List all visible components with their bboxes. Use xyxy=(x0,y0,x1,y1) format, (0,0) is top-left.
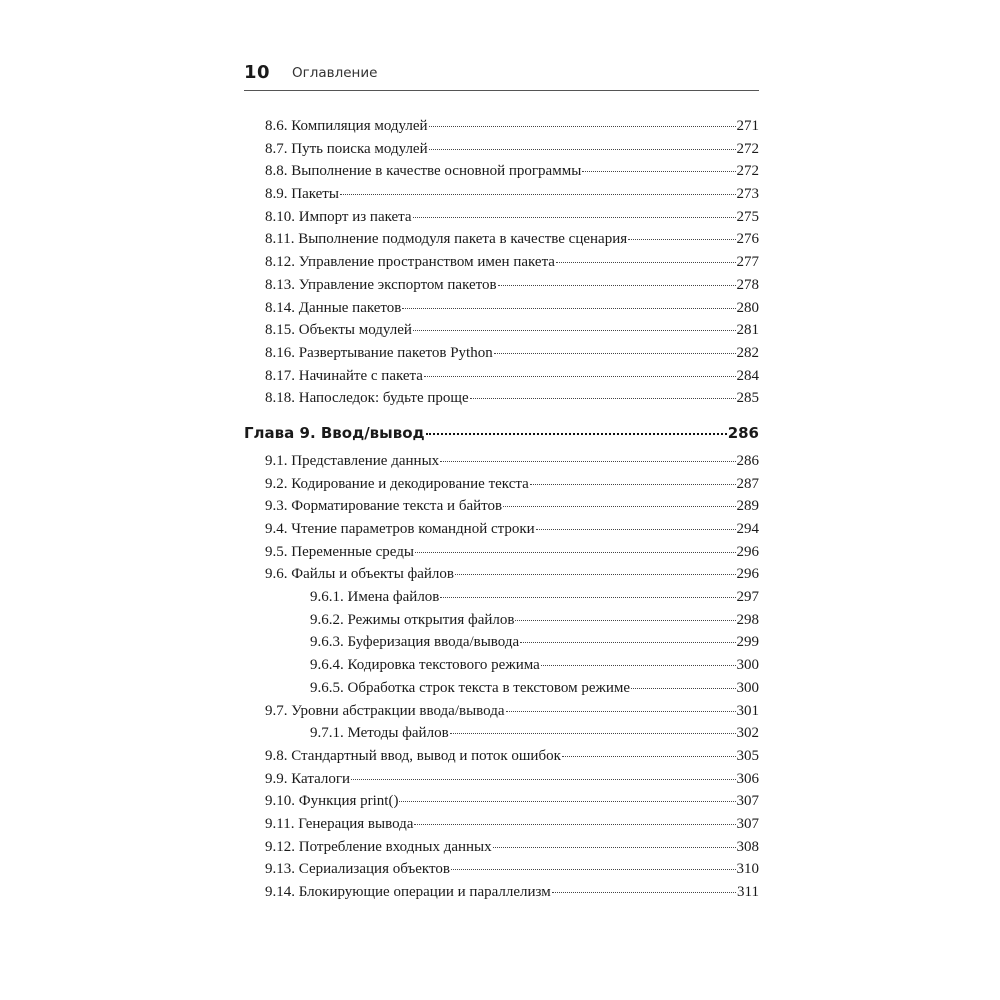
dot-leader xyxy=(530,484,736,485)
toc-entry xyxy=(244,231,759,254)
toc-entry-label: 9.13. Сериализация объектов xyxy=(265,861,450,878)
toc-entry-page: 294 xyxy=(736,521,759,537)
toc-entry xyxy=(244,345,759,368)
toc-entry xyxy=(244,839,759,862)
dot-leader xyxy=(470,398,736,399)
toc-entry xyxy=(244,861,759,884)
toc-entry xyxy=(244,703,759,726)
toc-entry-label: 8.6. Компиляция модулей xyxy=(265,118,428,134)
toc-entry-label: 8.17. Начинайте с пакета xyxy=(265,367,423,384)
dot-leader xyxy=(552,892,736,893)
toc-entry xyxy=(244,322,759,345)
toc-entry-label: 9.10. Функция print() xyxy=(265,793,399,810)
toc-entry-page: 282 xyxy=(736,344,759,361)
dot-leader xyxy=(520,642,735,643)
toc-entry xyxy=(244,657,759,680)
table-of-contents xyxy=(244,118,759,907)
toc-entry xyxy=(244,141,759,164)
dot-leader xyxy=(440,461,735,462)
toc-entry-label: 8.7. Путь поиска модулей xyxy=(265,140,428,157)
toc-entry-page: 300 xyxy=(736,657,759,674)
dot-leader xyxy=(424,376,736,377)
toc-entry-page: 296 xyxy=(736,543,759,560)
toc-entry xyxy=(244,186,759,209)
toc-entry-page: 286 xyxy=(736,452,759,469)
running-title: Оглавление xyxy=(292,65,378,81)
toc-entry-label: 8.15. Объекты модулей xyxy=(265,322,412,339)
toc-entry xyxy=(244,390,759,413)
toc-entry-label: 8.10. Импорт из пакета xyxy=(265,208,412,225)
toc-entry-page: 302 xyxy=(736,725,759,742)
dot-leader xyxy=(498,285,736,286)
dot-leader xyxy=(631,688,735,689)
dot-leader xyxy=(582,171,735,172)
toc-entry-label: 9.11. Генерация вывода xyxy=(265,815,414,832)
toc-entry xyxy=(244,816,759,839)
header-rule xyxy=(244,90,759,91)
toc-entry xyxy=(244,884,759,907)
toc-entry xyxy=(244,277,759,300)
toc-entry-page: 306 xyxy=(736,770,759,787)
toc-entry-page: 271 xyxy=(736,118,759,134)
dot-leader xyxy=(426,433,727,435)
toc-entry-label: 9.6.3. Буферизация ввода/вывода xyxy=(310,634,520,651)
toc-entry xyxy=(244,209,759,232)
dot-leader xyxy=(515,620,735,621)
toc-entry xyxy=(244,118,759,141)
dot-leader xyxy=(494,353,736,354)
page-number: 10 xyxy=(244,62,271,83)
dot-leader xyxy=(414,824,735,825)
toc-entry-label: 9.7. Уровни абстракции ввода/вывода xyxy=(265,702,505,719)
toc-entry-page: 280 xyxy=(736,299,759,316)
toc-entry-page: 300 xyxy=(736,679,759,696)
toc-entry-page: 305 xyxy=(736,747,759,764)
toc-entry xyxy=(244,634,759,657)
toc-entry xyxy=(244,725,759,748)
toc-entry-label: Глава 9. Ввод/вывод xyxy=(244,423,425,442)
toc-entry-page: 286 xyxy=(727,423,759,442)
toc-entry xyxy=(244,163,759,186)
dot-leader xyxy=(440,597,735,598)
dot-leader xyxy=(413,217,736,218)
dot-leader xyxy=(506,711,736,712)
dot-leader xyxy=(415,552,736,553)
toc-entry-page: 276 xyxy=(736,231,759,248)
toc-entry-page: 272 xyxy=(736,163,759,180)
toc-entry-page: 277 xyxy=(736,254,759,271)
toc-entry-page: 299 xyxy=(736,634,759,651)
toc-entry xyxy=(244,476,759,499)
dot-leader xyxy=(562,756,736,757)
toc-entry-label: 8.12. Управление пространством имен пакета xyxy=(265,254,555,271)
toc-entry xyxy=(244,771,759,794)
toc-entry xyxy=(244,453,759,476)
toc-entry-page: 296 xyxy=(736,566,759,583)
toc-entry-page: 308 xyxy=(736,838,759,855)
toc-entry-label: 9.7.1. Методы файлов xyxy=(310,725,449,742)
toc-entry-page: 284 xyxy=(736,367,759,384)
toc-entry-label: 9.6.1. Имена файлов xyxy=(310,589,440,606)
toc-entry-page: 287 xyxy=(736,475,759,492)
toc-entry xyxy=(244,748,759,771)
toc-entry-label: 9.6.5. Обработка строк текста в текстовом режиме xyxy=(310,679,631,696)
toc-entry-label: 9.1. Представление данных xyxy=(265,452,440,469)
dot-leader xyxy=(455,574,736,575)
dot-leader xyxy=(351,779,735,780)
toc-entry-page: 289 xyxy=(736,498,759,515)
dot-leader xyxy=(340,194,736,195)
toc-entry-label: 8.13. Управление экспортом пакетов xyxy=(265,276,497,293)
toc-entry-page: 298 xyxy=(736,611,759,628)
toc-entry-label: 9.6.2. Режимы открытия файлов xyxy=(310,611,515,628)
toc-entry-page: 307 xyxy=(736,815,759,832)
dot-leader xyxy=(536,529,736,530)
toc-entry-page: 278 xyxy=(736,276,759,293)
toc-entry-page: 285 xyxy=(736,390,759,407)
toc-entry-label: 8.18. Напоследок: будьте проще xyxy=(265,390,469,407)
toc-entry-label: 9.14. Блокирующие операции и параллелизм xyxy=(265,884,551,900)
toc-chapter-entry xyxy=(244,413,759,453)
dot-leader xyxy=(541,665,736,666)
toc-entry-label: 8.8. Выполнение в качестве основной программы xyxy=(265,163,582,180)
toc-entry xyxy=(244,793,759,816)
dot-leader xyxy=(628,239,735,240)
toc-entry xyxy=(244,368,759,391)
toc-entry-page: 272 xyxy=(736,140,759,157)
page-header xyxy=(244,62,759,86)
toc-entry-label: 9.5. Переменные среды xyxy=(265,543,414,560)
toc-entry xyxy=(244,566,759,589)
toc-entry-page: 311 xyxy=(737,884,759,900)
toc-entry-page: 310 xyxy=(736,861,759,878)
toc-entry-label: 8.14. Данные пакетов xyxy=(265,299,402,316)
toc-entry-page: 297 xyxy=(736,589,759,606)
toc-entry-label: 9.3. Форматирование текста и байтов xyxy=(265,498,503,515)
dot-leader xyxy=(556,262,736,263)
toc-entry-label: 9.6.4. Кодировка текстового режима xyxy=(310,657,540,674)
toc-entry-label: 9.2. Кодирование и декодирование текста xyxy=(265,475,529,492)
toc-entry-page: 275 xyxy=(736,208,759,225)
toc-entry-page: 273 xyxy=(736,186,759,203)
toc-entry-label: 9.6. Файлы и объекты файлов xyxy=(265,566,454,583)
toc-entry xyxy=(244,521,759,544)
toc-entry-page: 281 xyxy=(736,322,759,339)
dot-leader xyxy=(503,506,735,507)
dot-leader xyxy=(402,308,735,309)
toc-entry xyxy=(244,254,759,277)
dot-leader xyxy=(451,869,736,870)
dot-leader xyxy=(399,801,735,802)
dot-leader xyxy=(493,847,736,848)
toc-entry-page: 307 xyxy=(736,793,759,810)
dot-leader xyxy=(429,149,736,150)
toc-entry-label: 9.4. Чтение параметров командной строки xyxy=(265,521,535,537)
toc-entry-label: 8.11. Выполнение подмодуля пакета в качестве сценария xyxy=(265,231,628,248)
toc-entry-label: 8.16. Развертывание пакетов Python xyxy=(265,344,493,361)
dot-leader xyxy=(413,330,736,331)
toc-entry-page: 301 xyxy=(736,702,759,719)
toc-entry-label: 9.8. Стандартный ввод, вывод и поток ошибок xyxy=(265,747,561,764)
toc-entry xyxy=(244,680,759,703)
toc-entry xyxy=(244,498,759,521)
toc-entry xyxy=(244,589,759,612)
toc-entry-label: 8.9. Пакеты xyxy=(265,186,339,203)
toc-entry-label: 9.9. Каталоги xyxy=(265,770,351,787)
dot-leader xyxy=(429,126,736,127)
toc-entry xyxy=(244,544,759,567)
dot-leader xyxy=(450,733,736,734)
toc-entry xyxy=(244,300,759,323)
toc-entry-label: 9.12. Потребление входных данных xyxy=(265,838,492,855)
toc-entry xyxy=(244,612,759,635)
